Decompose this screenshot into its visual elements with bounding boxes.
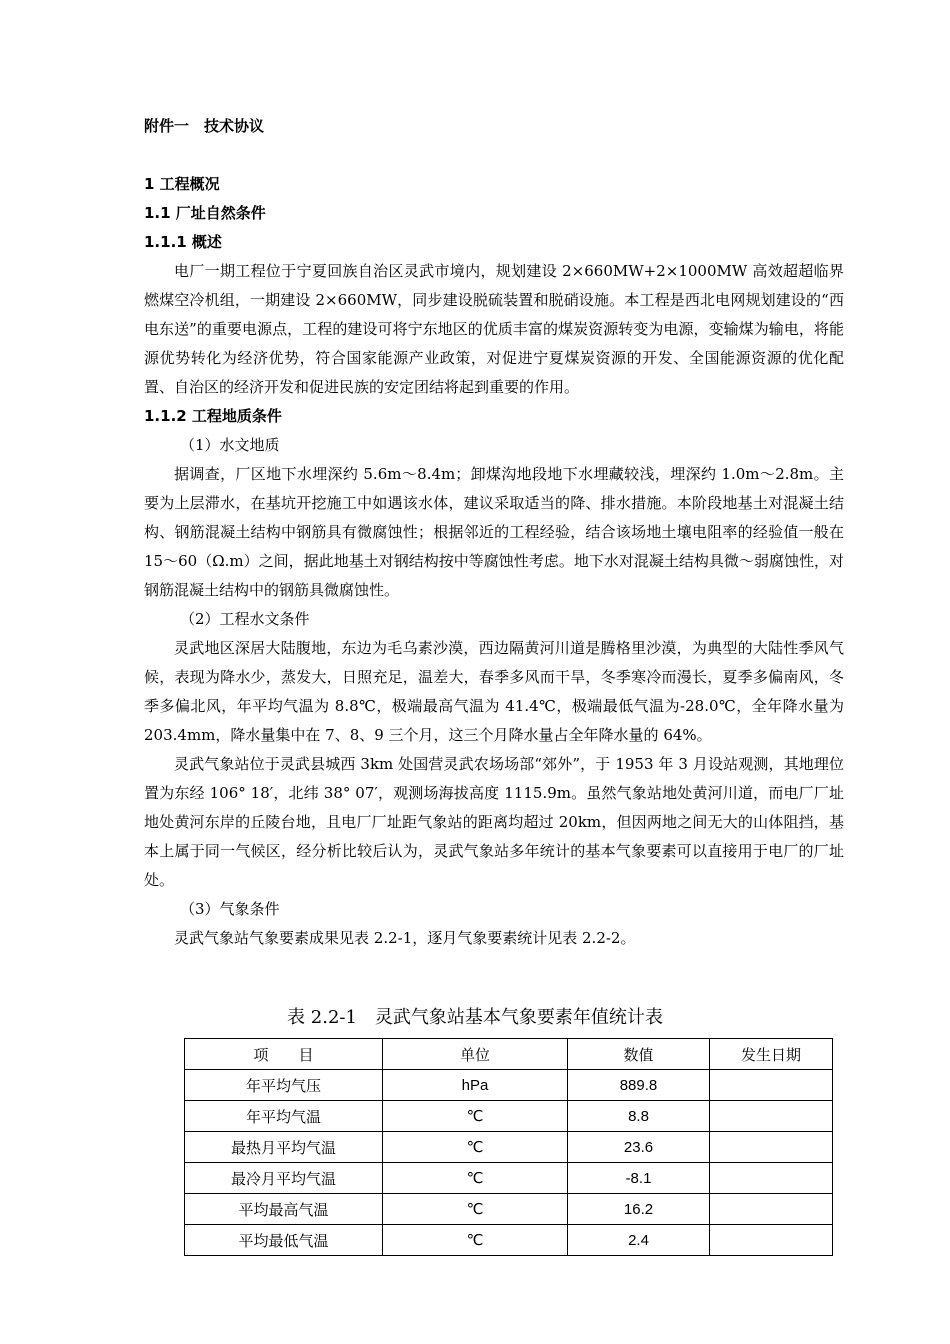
cell-unit: hPa [383,1070,568,1101]
cell-item: 最冷月平均气温 [185,1163,383,1194]
section-1-1-title: 1.1 厂址自然条件 [144,204,266,222]
cell-date [710,1070,833,1101]
hydrology-paragraph-2: 灵武气象站位于灵武县城西 3km 处国营灵武农场场部“郊外”，于 1953 年 3 月设站观测，其地理位置为东经 106° 18′，北纬 38° 07′，观测场海拔高度 1115.9m。虽然气象站地处黄河川道，而电厂厂址地处黄河东岸的丘陵台地，且电厂厂址距气象站的距离均超过 20km，但因两地之间无大的山体阻挡，基本上属于同一气候区，经分析比较后认为，灵武气象站多年统计的基本气象要素可以直接用于电厂的厂址处。 [144,755,844,889]
section-1-1-2-title: 1.1.2 工程地质条件 [144,407,282,425]
cell-item: 年平均气压 [185,1070,383,1101]
table-row [185,1070,833,1101]
cell-unit: ℃ [383,1101,568,1132]
cell-unit: ℃ [383,1132,568,1163]
cell-unit: ℃ [383,1194,568,1225]
header-value: 数值 [568,1039,710,1070]
meteorology-table [184,1038,833,1256]
cell-date [710,1194,833,1225]
attachment-title: 附件一 技术协议 [144,117,265,135]
table-row [185,1194,833,1225]
hydrogeology-heading: （1）水文地质 [180,436,280,454]
hydrology-heading: （2）工程水文条件 [180,610,310,628]
header-date: 发生日期 [710,1039,833,1070]
cell-item: 平均最低气温 [185,1225,383,1256]
cell-item: 年平均气温 [185,1101,383,1132]
cell-item: 最热月平均气温 [185,1132,383,1163]
cell-value: 8.8 [568,1101,710,1132]
cell-value: 16.2 [568,1194,710,1225]
hydrogeology-paragraph: 据调查，厂区地下水埋深约 5.6m～8.4m；卸煤沟地段地下水埋藏较浅，埋深约 1.0m～2.8m。主要为上层滞水，在基坑开挖施工中如遇该水体，建议采取适当的降、排水措施。本阶段地基土对混凝土结构、钢筋混凝土结构中钢筋具有微腐蚀性；根据邻近的工程经验，结合该场地土壤电阻率的经验值一般在 15～60（Ω.m）之间，据此地基土对钢结构按中等腐蚀性考虑。地下水对混凝土结构具微～弱腐蚀性，对钢筋混凝土结构中的钢筋具微腐蚀性。 [144,465,844,599]
header-unit: 单位 [383,1039,568,1070]
table-row [185,1101,833,1132]
table-header-row [185,1039,833,1070]
cell-date [710,1101,833,1132]
cell-value: 23.6 [568,1132,710,1163]
hydrology-paragraph-1: 灵武地区深居大陆腹地，东边为毛乌素沙漠，西边隔黄河川道是腾格里沙漠，为典型的大陆性季风气候，表现为降水少，蒸发大，日照充足，温差大，春季多风而干旱，冬季寒冷而漫长，夏季多偏南风，冬季多偏北风，年平均气温为 8.8℃，极端最高气温为 41.4℃，极端最低气温为-28.0℃，全年降水量为 203.4mm，降水量集中在 7、8、9 三个月，这三个月降水量占全年降水量的 64%。 [144,639,844,744]
table-row [185,1225,833,1256]
cell-value: 2.4 [568,1225,710,1256]
section-1-title: 1 工程概况 [144,175,220,193]
table-caption: 表 2.2-1 灵武气象站基本气象要素年值统计表 [287,1007,663,1028]
cell-unit: ℃ [383,1225,568,1256]
cell-date [710,1163,833,1194]
cell-unit: ℃ [383,1163,568,1194]
overview-paragraph: 电厂一期工程位于宁夏回族自治区灵武市境内，规划建设 2×660MW+2×1000MW 高效超超临界燃煤空冷机组，一期建设 2×660MW，同步建设脱硫装置和脱硝设施。本工程是西北电网规划建设的“西电东送”的重要电源点，工程的建设可将宁东地区的优质丰富的煤炭资源转变为电源，变输煤为输电，将能源优势转化为经济优势，符合国家能源产业政策，对促进宁夏煤炭资源的开发、全国能源资源的优化配置、自治区的经济开发和促进民族的安定团结将起到重要的作用。 [144,262,844,396]
cell-value: 889.8 [568,1070,710,1101]
document-body [144,112,844,953]
table-row [185,1132,833,1163]
table-row [185,1163,833,1194]
cell-date [710,1225,833,1256]
header-item: 项 目 [185,1039,383,1070]
meteorology-paragraph: 灵武气象站气象要素成果见表 2.2-1，逐月气象要素统计见表 2.2-2。 [174,929,636,947]
meteorology-heading: （3）气象条件 [180,900,280,918]
cell-item: 平均最高气温 [185,1194,383,1225]
section-1-1-1-title: 1.1.1 概述 [144,233,222,251]
spacer [144,141,844,170]
cell-value: -8.1 [568,1163,710,1194]
cell-date [710,1132,833,1163]
